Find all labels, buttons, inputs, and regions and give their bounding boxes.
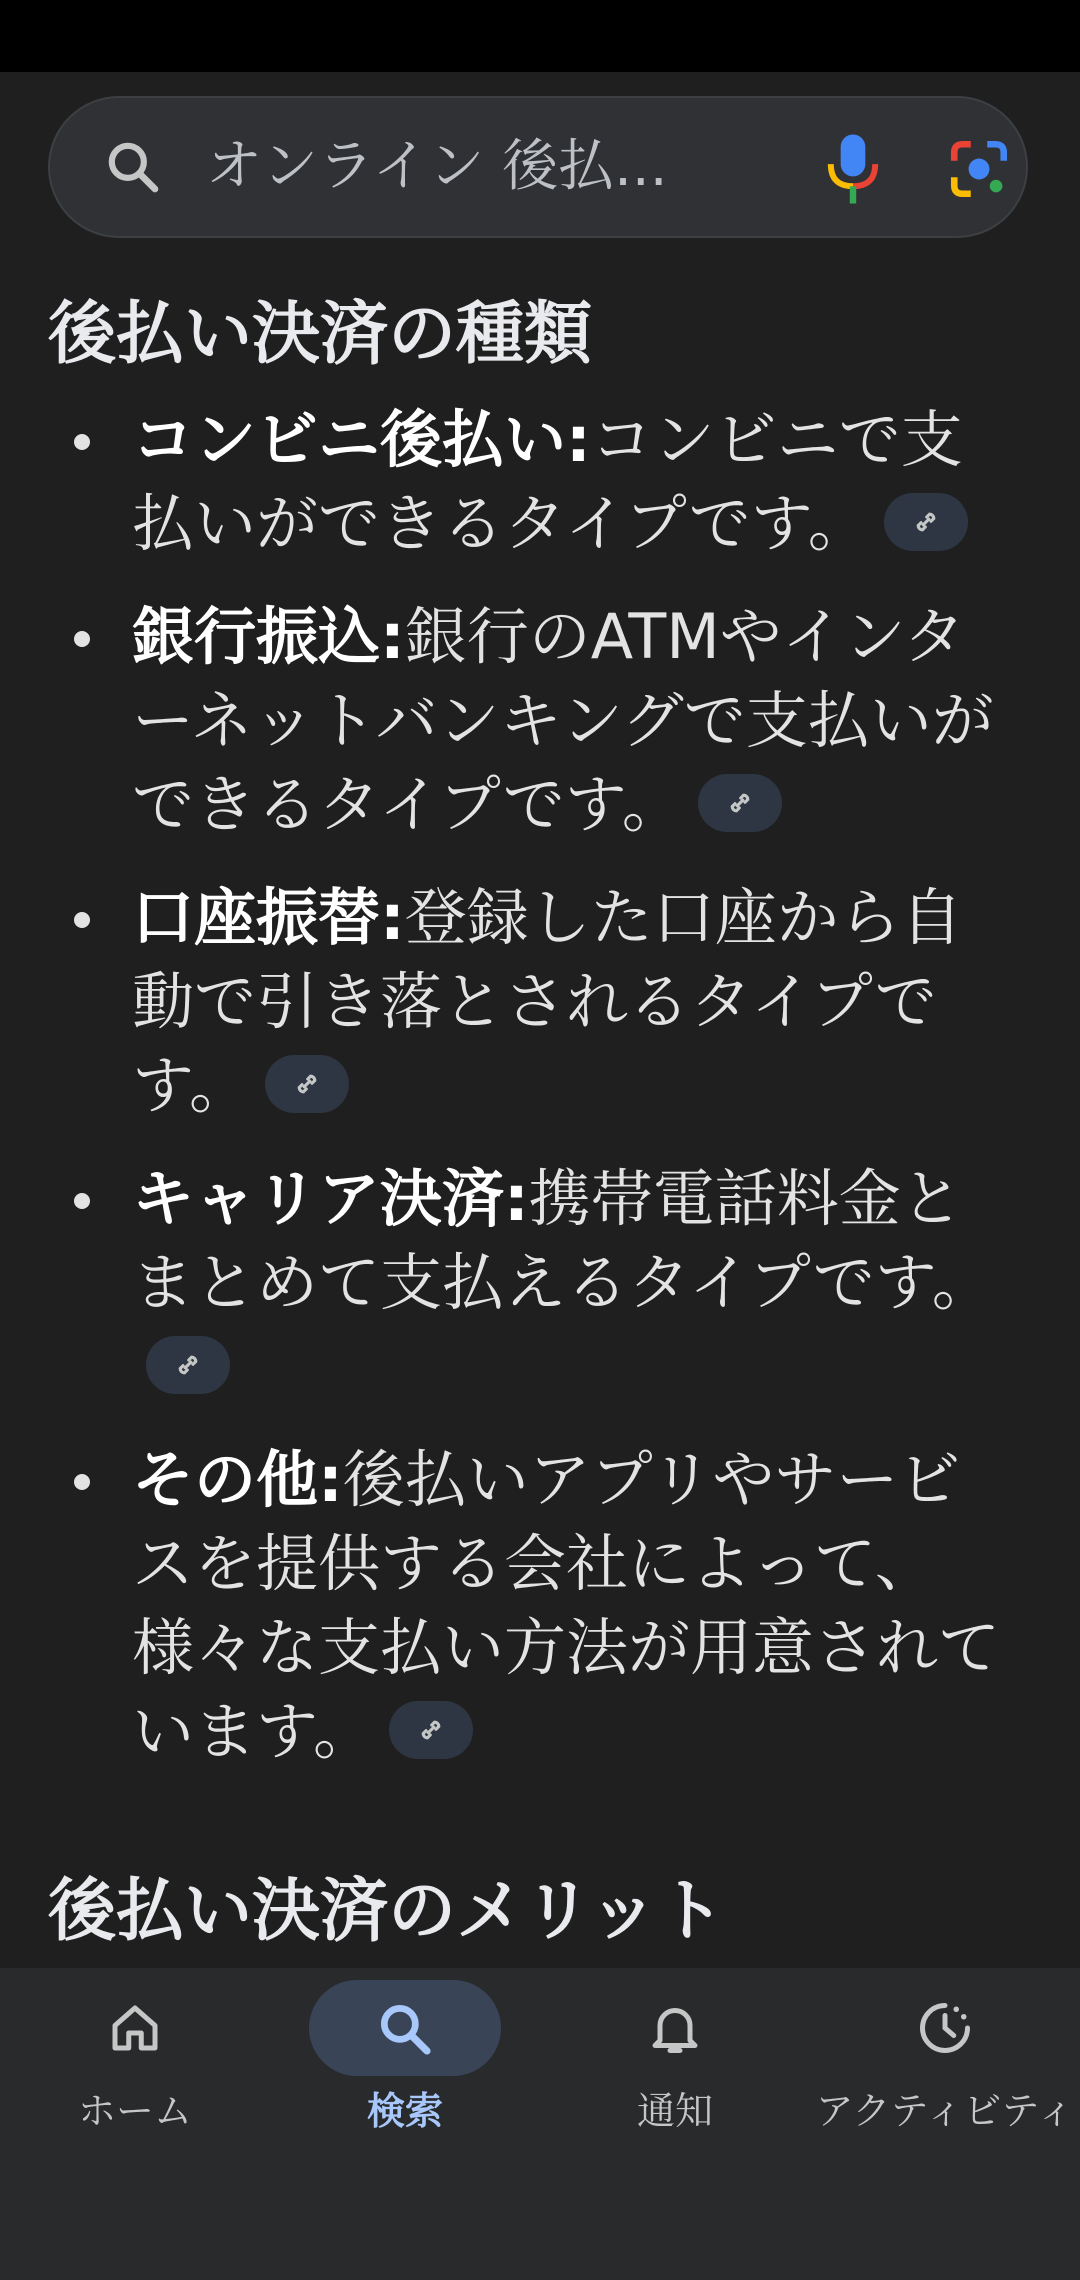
list-item	[48, 595, 1008, 847]
link-icon	[723, 786, 757, 820]
link-icon	[171, 1348, 205, 1382]
bottom-navigation	[0, 1968, 1080, 2280]
bullet	[74, 1474, 90, 1490]
nav-label-home: ホーム	[77, 2089, 192, 2133]
nav-item-search[interactable]	[270, 1968, 540, 2168]
list-item-term: コンビニ後払い:	[132, 403, 591, 476]
list-item-term: 口座振替:	[132, 881, 405, 954]
google-lens-icon[interactable]	[946, 136, 1012, 202]
link-icon	[414, 1713, 448, 1747]
link-icon	[290, 1067, 324, 1101]
source-link-chip[interactable]	[698, 774, 782, 832]
list-item	[48, 1157, 1008, 1409]
source-link-chip[interactable]	[884, 493, 968, 551]
search-input[interactable]: オンライン 後払...	[206, 134, 668, 199]
list-item-term: その他:	[132, 1443, 343, 1516]
list-item	[48, 876, 1008, 1128]
activity-icon	[915, 1998, 975, 2058]
list-item-text: 登録した口座から自動で引き落とされるタイプです。	[132, 881, 963, 1122]
bullet	[74, 631, 90, 647]
section-heading: 後払い決済の種類	[48, 295, 593, 374]
search-bar[interactable]	[48, 96, 1028, 238]
microphone-icon[interactable]	[822, 132, 884, 206]
bullet	[74, 1193, 90, 1209]
status-bar	[0, 0, 1080, 72]
list-item-text: 携帯電話料金とまとめて支払えるタイプです。	[132, 1162, 994, 1319]
list-item-text: 銀行のATMやインターネットバンキングで支払いができるタイプです。	[132, 600, 994, 841]
source-link-chip[interactable]	[389, 1701, 473, 1759]
nav-item-activity[interactable]	[810, 1968, 1080, 2168]
list-item-term: 銀行振込:	[132, 600, 405, 673]
nav-item-notifications[interactable]	[540, 1968, 810, 2168]
list-item-text: 後払いアプリやサービスを提供する会社によって、様々な支払い方法が用意されています。	[132, 1443, 1001, 1768]
link-icon	[909, 505, 943, 539]
section-heading: 後払い決済のメリット	[48, 1872, 726, 1951]
search-icon	[374, 1998, 436, 2060]
bullet	[74, 434, 90, 450]
bell-icon	[645, 1998, 705, 2058]
list-item	[48, 1438, 1008, 1774]
source-link-chip[interactable]	[146, 1336, 230, 1394]
list-item-text: コンビニで支払いができるタイプです。	[132, 403, 963, 560]
list-item	[48, 398, 1008, 566]
payment-types-list	[48, 398, 1008, 1774]
main-content	[48, 280, 1008, 1803]
nav-label-search: 検索	[366, 2089, 443, 2133]
nav-label-notifications: 通知	[636, 2089, 713, 2133]
search-icon	[102, 136, 164, 198]
nav-item-home[interactable]	[0, 1968, 270, 2168]
nav-label-activity: アクティビティ	[815, 2089, 1075, 2133]
source-link-chip[interactable]	[265, 1055, 349, 1113]
bullet	[74, 912, 90, 928]
list-item-term: キャリア決済:	[132, 1162, 529, 1235]
home-icon	[105, 1998, 165, 2058]
